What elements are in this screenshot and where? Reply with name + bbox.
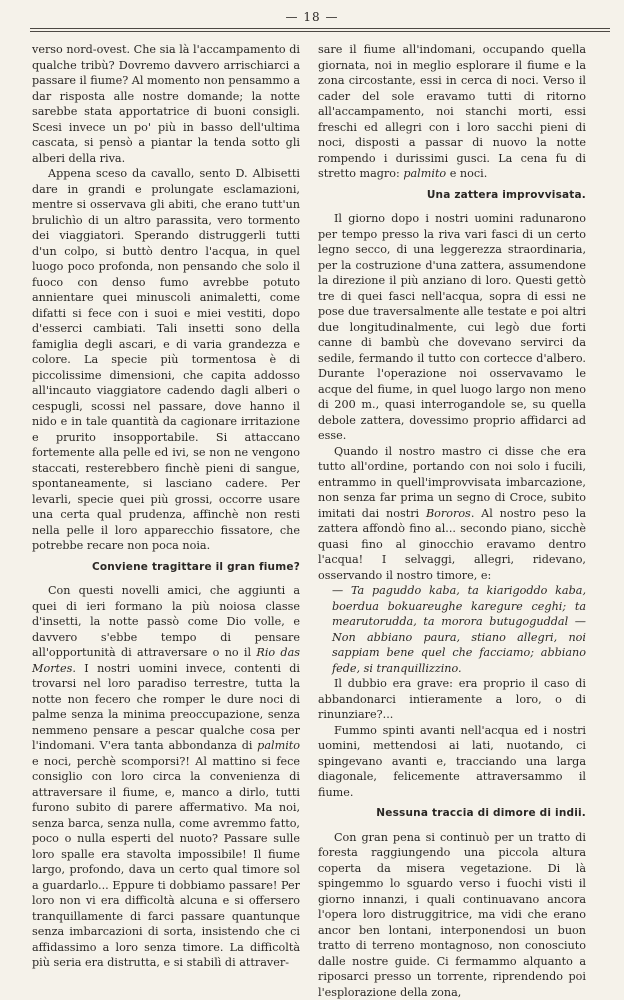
section-heading: Una zattera improvvisata. [318,188,586,204]
italic-term: palmito [403,167,446,180]
left-column [32,42,300,971]
paragraph: Con gran pena si continuò per un tratto di foresta raggiungendo una piccola altura coperta da misera vegetazione. Di là spingemmo lo sguardo verso i fuochi visti il giorno innanzi, i quali continuavano ancora l'opera loro distruggitrice, ma vidi che erano ancor ben lontani, interponendosi un buon tratto di terreno montagnoso, non conosciuto dalle nostre guide. Ci fermammo alquanto a riposarci presso un torrente, riprendendo poi l'esplorazione della zona, [318,830,586,1000]
paragraph: verso nord-ovest. Che sia là l'accampamento di qualche tribù? Dovremo davvero arrischiarci a passare il fiume? Al momento non pensammo a dar risposta alle nostre domande; la notte sarebbe stata apportatrice di buoni consigli. Scesi invece un po' più in basso dell'ultima cascata, si pensò a piantar la tenda sotto gli alberi della riva. [32,42,300,166]
header-rule [30,28,610,29]
paragraph: sare il fiume all'indomani, occupando quella giornata, noi in meglio esplorare il fiume e la zona circostante, essi in cerca di noci. Verso il cader del sole eravamo tutti di ritorno all'accampamento, noi stanchi morti, essi freschi ed allegri con i loro sacchi pieni di noci, disposti a passar di nuovo la notte rompendo i durissimi gusci. La cena fu di stretto magro: palmito e noci. [318,42,586,182]
paragraph: Fummo spinti avanti nell'acqua ed i nostri uomini, mettendosi ai lati, nuotando, ci spingevano avanti e, tracciando una larga diagonale, felicemente attraversammo il fiume. [318,723,586,801]
page-number: — 18 — [0,10,624,24]
paragraph: Con questi novelli amici, che aggiunti a quei di ieri formano la più noiosa classe d'insetti, la notte passò come Dio volle, e davvero s'ebbe tempo di pensare all'opportunità di attraversare o no il Rio das Mortes. I nostri uomini invece, contenti di trovarsi nel loro paradiso terrestre, tutta la notte non fecero che romper le dure noci di palme senza la minima preoccupazione, senza nemmeno pensare a pescar qualche cosa per l'indomani. V'era tanta abbondanza di palmito e noci, perchè scomporsi?! Al mattino si fece consiglio con loro circa la convenienza di attraversare il fiume, e, manco a dirlo, tutti furono subito di parere affermativo. Ma noi, senza barca, senza nulla, come avremmo fatto, poco o nulla esperti del nuoto? Passare sulle loro spalle era stavolta impossibile! Il fiume largo, profondo, dava un certo qual timore sol a guardarlo... Eppure ti dobbiamo passare! Per loro non vi era difficoltà alcuna e si offersero tranquillamente di farci passare quantunque senza imbarcazioni di sorta, insistendo che ci affidassimo a loro senza timore. La difficoltà più seria era distrutta, e si stabilì di attraver- [32,583,300,971]
paragraph: Il giorno dopo i nostri uomini radunarono per tempo presso la riva vari fasci di un certo legno secco, di una leggerezza straordinaria, per la costruzione d'una zattera, assumendone la direzione il più anziano di loro. Questi gettò tre di quei fasci nell'acqua, sopra di essi ne pose due traversalmente alle testate e poi altri due longitudinalmente, cui legò due forti canne di bambù che dovevano servirci da sedile, fermando il tutto con cortecce d'albero. Durante l'operazione noi osservavamo le acque del fiume, in quel luogo largo non meno di 200 m., quasi interrogandole se, su quella debole zattera, dovessimo proprio affidarci ad esse. [318,211,586,444]
quoted-speech: — Ta paguddo kaba, ta kiarigoddo kaba, boerdua bokuareughe karegure ceghi; ta mearutorudda, ta morora butugoguddal — Non abbiano paura, stiano allegri, noi sappiam bene quel che facciamo; abbiano fede, si tranquillizzino. [318,583,586,676]
paragraph: Il dubbio era grave: era proprio il caso di abbandonarci intieramente a loro, o di rinunziare?... [318,676,586,723]
paragraph: Quando il nostro mastro ci disse che era tutto all'ordine, portando con noi solo i fucili, entrammo in quell'improvvisata imbarcazione, non senza far prima un segno di Croce, subito imitati dai nostri Bororos. Al nostro peso la zattera affondò fino al... secondo piano, sicchè quasi fino al ginocchio eravamo dentro l'acqua! I selvaggi, allegri, ridevano, osservando il nostro timore, e: [318,444,586,584]
italic-term: Bororos [426,507,471,520]
right-column [318,42,586,1000]
section-heading: Nessuna traccia di dimore di indii. [318,806,586,822]
section-heading: Conviene tragittare il gran fiume? [32,560,300,576]
italic-term: palmito [257,739,300,752]
paragraph: Appena sceso da cavallo, sento D. Albisetti dare in grandi e prolungate esclamazioni, mentre si osservava gli abiti, che erano tutt'un brulichìo di un altro parassita, vero tormento dei viaggiatori. Sperando distruggerli tutti d'un colpo, si buttò dentro l'acqua, in quel luogo poco profonda, non pensando che solo il fuoco con denso fumo avrebbe potuto annientare quei minuscoli animaletti, come difatti si fece con i suoi e miei vestiti, dopo d'esserci cambiati. Tali insetti sono della famiglia degli ascari, e di varia grandezza e colore. La specie più tormentosa è di piccolissime dimensioni, che capita addosso all'incauto viaggiatore cadendo dagli alberi o cespugli, scossi nel passare, dove hanno il nido e in tale quantità da cagionare irritazione e prurito insopportabile. Si attaccano fortemente alla pelle ed ivi, se non ne vengono staccati, resterebbero finchè pieni di sangue, spontaneamente, si lasciano cadere. Per levarli, specie quei più grossi, occorre usare una certa qual prudenza, affinchè non resti nella pelle il loro apparecchio fissatore, che potrebbe recare non poca noia. [32,166,300,554]
italic-term: Rio das Mortes [32,646,300,675]
header-rule-secondary [30,31,610,32]
